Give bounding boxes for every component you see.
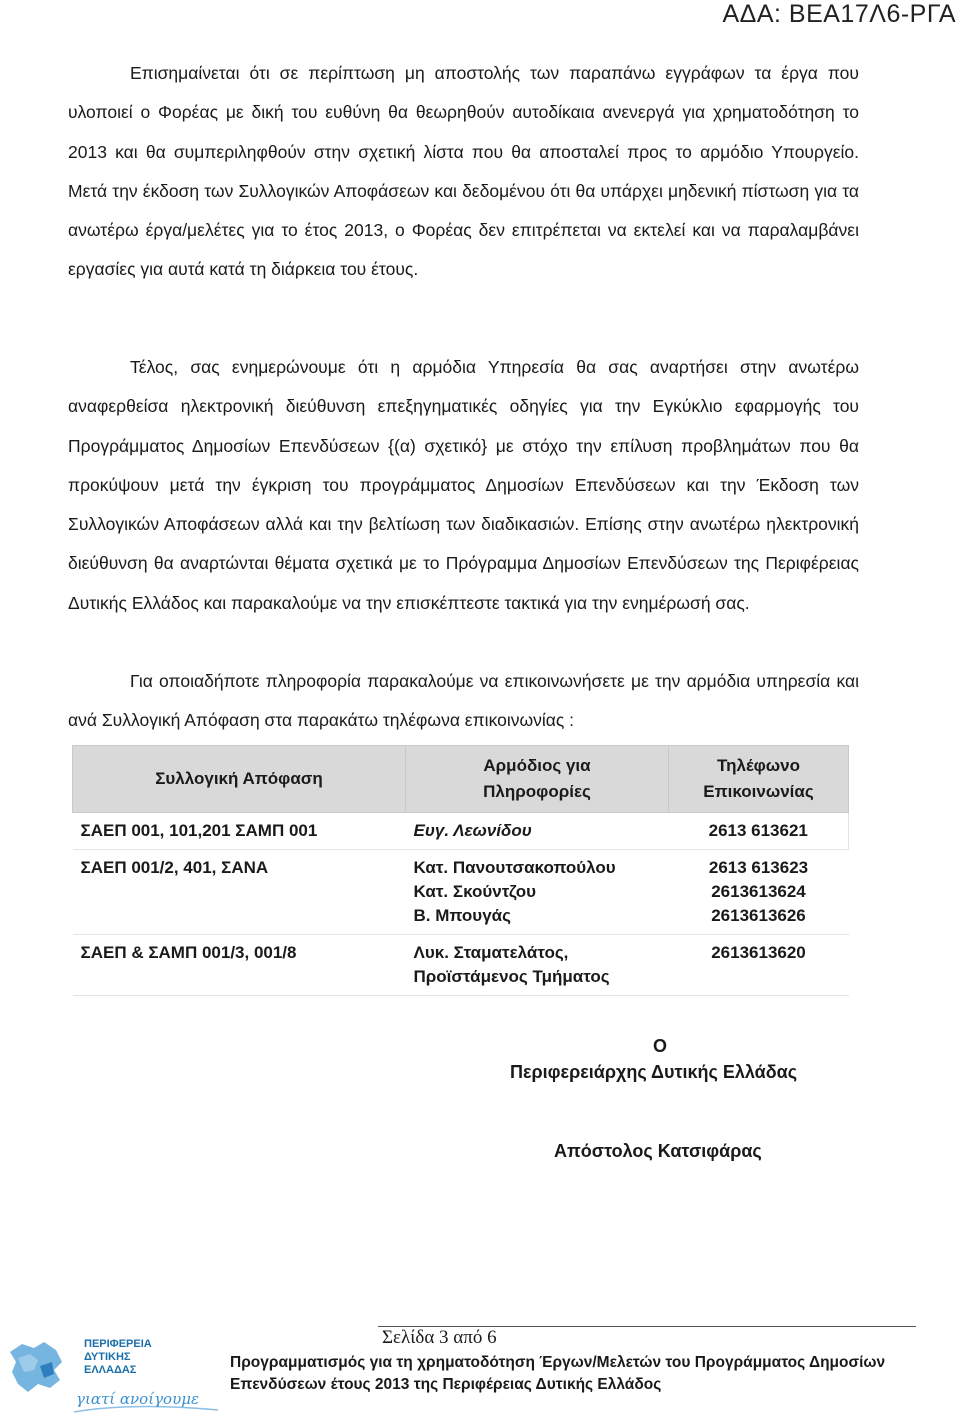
decision-cell: ΣΑΕΠ & ΣΑΜΠ 001/3, 001/8 bbox=[73, 935, 406, 996]
person-cell: Λυκ. Σταματελάτος, Προϊστάμενος Τμήματος bbox=[406, 935, 669, 996]
person-cell: Ευγ. Λεωνίδου bbox=[406, 813, 669, 850]
table-row bbox=[73, 935, 849, 996]
logo-tagline: γιατί ανοίγουμε bbox=[76, 1390, 199, 1408]
header-phone: Τηλέφωνο Επικοινωνίας bbox=[669, 746, 849, 813]
page-number: Σελίδα 3 από 6 bbox=[382, 1327, 497, 1348]
paragraph-contact-info: Για οποιαδήποτε πληροφορία παρακαλούμε να επικοινωνήσετε με την αρμόδια υπηρεσία και ανά Συλλογική Απόφαση στα παρακάτω τηλέφωνα επικοινωνίας : bbox=[68, 671, 859, 731]
ada-code: ΑΔΑ: ΒΕΑ17Λ6-ΡΓΑ bbox=[722, 0, 956, 28]
signature-role: Περιφερειάρχης Δυτικής Ελλάδας bbox=[510, 1062, 798, 1082]
decision-cell: ΣΑΕΠ 001/2, 401, ΣΑΝΑ bbox=[73, 850, 406, 935]
paragraph-instructions: Τέλος, σας ενημερώνουμε ότι η αρμόδια Υπηρεσία θα σας αναρτήσει στην ανωτέρω αναφερθείσα ηλεκτρονική διεύθυνση επεξηγηματικές οδηγίες για την Εγκύκλιο εφαρμογής του Προγράμματος Δημοσίων Επενδύσεων {(α) σχετικό} με στόχο την επίλυση προβλημάτων που θα προκύψουν μετά την έγκριση του προγράμματος Δημοσίων Επενδύσεων και την Έκδοση των Συλλογικών Αποφάσεων αλλά και την βελτίωση των διαδικασιών. Επίσης στην ανωτέρω ηλεκτρονική διεύθυνση θα αναρτώνται θέματα σχετικά με το Πρόγραμμα Δημοσίων Επενδύσεων της Περιφέρειας Δυτικής Ελλάδος και παρακαλούμε να την επισκέπτεστε τακτικά για την ενημέρωσή σας. bbox=[68, 357, 859, 613]
signature-name: Απόστολος Κατσιφάρας bbox=[554, 1141, 762, 1161]
table-header-row bbox=[73, 746, 849, 813]
decision-cell: ΣΑΕΠ 001, 101,201 ΣΑΜΠ 001 bbox=[73, 813, 406, 850]
region-logo bbox=[4, 1332, 220, 1420]
table-row bbox=[73, 850, 849, 935]
header-responsible: Αρμόδιος για Πληροφορίες bbox=[406, 746, 669, 813]
footer-title: Προγραμματισμός για τη χρηματοδότηση Έργων/Μελετών του Προγράμματος Δημοσίων Επενδύσεων έτους 2013 της Περιφέρειας Δυτικής Ελλάδος bbox=[230, 1354, 886, 1393]
person-cell: Κατ. Πανουτσακοπούλου Κατ. Σκούντζου Β. Μπουγάς bbox=[406, 850, 669, 935]
header-decision: Συλλογική Απόφαση bbox=[73, 746, 406, 813]
contacts-table bbox=[72, 745, 849, 996]
logo-text: ΠΕΡΙΦΕΡΕΙΑ ΔΥΤΙΚΗΣ ΕΛΛΑΔΑΣ bbox=[84, 1338, 152, 1376]
phone-cell: 2613613620 bbox=[669, 935, 849, 996]
table-row bbox=[73, 813, 849, 850]
phone-cell: 2613 613621 bbox=[669, 813, 849, 850]
paragraph-non-submission: Επισημαίνεται ότι σε περίπτωση μη αποστολής των παραπάνω εγγράφων τα έργα που υλοποιεί ο Φορέας με δική του ευθύνη θα θεωρηθούν αυτοδίκαια ανενεργά για χρηματοδότηση το 2013 και θα συμπεριληφθούν στην σχετική λίστα που θα αποσταλεί προς το αρμόδιο Υπουργείο. Μετά την έκδοση των Συλλογικών Αποφάσεων και δεδομένου ότι θα υπάρχει μηδενική πίστωση για τα ανωτέρω έργα/μελέτες για το έτος 2013, ο Φορέας δεν επιτρέπεται να εκτελεί και να παραλαμβάνει εργασίες για αυτά κατά τη διάρκεια του έτους. bbox=[68, 63, 859, 280]
phone-cell: 2613 613623 2613613624 2613613626 bbox=[669, 850, 849, 935]
signature-title: Ο bbox=[653, 1036, 668, 1056]
